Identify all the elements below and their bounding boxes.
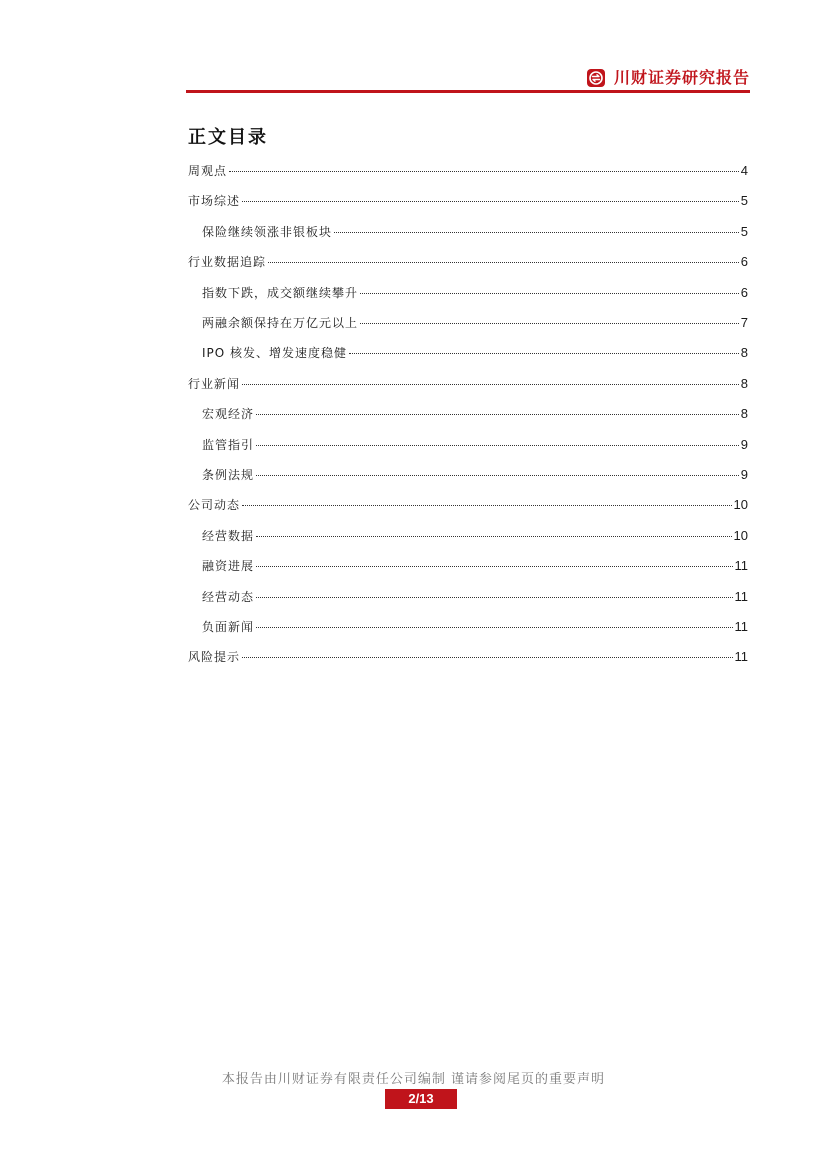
footer-disclaimer: 本报告由川财证券有限责任公司编制 谨请参阅尾页的重要声明 xyxy=(221,1072,606,1087)
toc-dot-leader xyxy=(256,475,739,476)
toc-entry[interactable] xyxy=(202,464,748,486)
toc-entry-label: 保险继续领涨非银板块 xyxy=(202,224,333,239)
toc-entry-label: 经营动态 xyxy=(202,589,255,604)
toc-entry[interactable] xyxy=(188,160,748,182)
toc-entry[interactable] xyxy=(202,221,748,243)
toc-entry-page: 6 xyxy=(740,284,748,300)
toc-entry-page: 5 xyxy=(740,193,748,209)
toc-entry-page: 8 xyxy=(740,345,748,361)
toc-entry-page: 10 xyxy=(733,497,748,513)
toc-entry[interactable] xyxy=(202,403,748,425)
toc-entry[interactable] xyxy=(202,282,748,304)
toc-entry-page: 8 xyxy=(740,406,748,422)
toc-entry-label: 两融余额保持在万亿元以上 xyxy=(202,316,359,330)
toc-entry[interactable] xyxy=(188,190,748,212)
toc-entry-page: 8 xyxy=(740,375,748,391)
toc-entry-page: 9 xyxy=(740,467,748,482)
toc-entry-label: 负面新闻 xyxy=(202,620,255,634)
toc-entry-page: 7 xyxy=(740,315,748,330)
toc-dot-leader xyxy=(256,414,739,415)
toc-entry[interactable] xyxy=(202,616,748,638)
toc-entry-page: 11 xyxy=(734,619,748,634)
toc-entry-page: 6 xyxy=(740,254,748,270)
toc-entry[interactable] xyxy=(188,494,748,516)
toc-entry-label: IPO 核发、增发速度稳健 xyxy=(202,346,348,361)
toc-entry-page: 10 xyxy=(733,527,748,543)
toc-dot-leader xyxy=(256,445,739,446)
toc-entry-label: 市场综述 xyxy=(188,194,241,209)
brand-name: 川财证券研究报告 xyxy=(613,68,750,87)
toc-dot-leader xyxy=(360,323,739,324)
toc-entry-label: 行业数据追踪 xyxy=(188,255,267,270)
toc-entry-label: 周观点 xyxy=(188,164,228,178)
toc-entry[interactable] xyxy=(188,373,748,395)
toc-entry-page: 11 xyxy=(734,649,748,665)
toc-entry-label: 公司动态 xyxy=(188,498,241,513)
toc-entry[interactable] xyxy=(202,342,748,364)
chuancai-logo-icon xyxy=(586,68,606,88)
toc-entry-page: 9 xyxy=(740,436,748,452)
toc-dot-leader xyxy=(256,627,732,628)
toc-entry-label: 行业新闻 xyxy=(188,376,241,391)
toc-entry[interactable] xyxy=(202,586,748,608)
toc-dot-leader xyxy=(242,657,732,658)
toc-dot-leader xyxy=(349,353,739,354)
toc-entry-label: 监管指引 xyxy=(202,437,255,452)
toc-entry[interactable] xyxy=(202,555,748,577)
toc-dot-leader xyxy=(334,232,739,233)
toc-dot-leader xyxy=(360,293,739,294)
page-number-badge: 2/13 xyxy=(385,1089,457,1109)
toc-dot-leader xyxy=(242,505,732,506)
toc-entry-label: 指数下跌，成交额继续攀升 xyxy=(202,285,359,300)
toc-title: 正文目录 xyxy=(188,127,268,148)
toc-entry[interactable] xyxy=(202,525,748,547)
toc-entry-label: 条例法规 xyxy=(202,468,255,482)
brand xyxy=(586,68,750,88)
toc-dot-leader xyxy=(242,384,739,385)
toc-entry-label: 经营数据 xyxy=(202,528,255,543)
toc-dot-leader xyxy=(256,566,732,567)
toc-entry-label: 宏观经济 xyxy=(202,407,255,422)
header-divider xyxy=(186,90,750,93)
toc-dot-leader xyxy=(256,536,732,537)
toc-entry-page: 11 xyxy=(734,588,748,604)
toc-entry[interactable] xyxy=(188,251,748,273)
toc-dot-leader xyxy=(268,262,739,263)
toc-dot-leader xyxy=(229,171,739,172)
toc-entry-page: 11 xyxy=(734,558,748,574)
toc-entry-label: 风险提示 xyxy=(188,650,241,665)
toc-dot-leader xyxy=(242,201,739,202)
toc-entry[interactable] xyxy=(202,312,748,334)
toc-entry-page: 5 xyxy=(740,223,748,239)
toc-entry-page: 4 xyxy=(740,163,748,178)
toc-entry[interactable] xyxy=(202,434,748,456)
toc-entry-label: 融资进展 xyxy=(202,559,255,574)
toc-dot-leader xyxy=(256,597,732,598)
toc-entry[interactable] xyxy=(188,646,748,668)
